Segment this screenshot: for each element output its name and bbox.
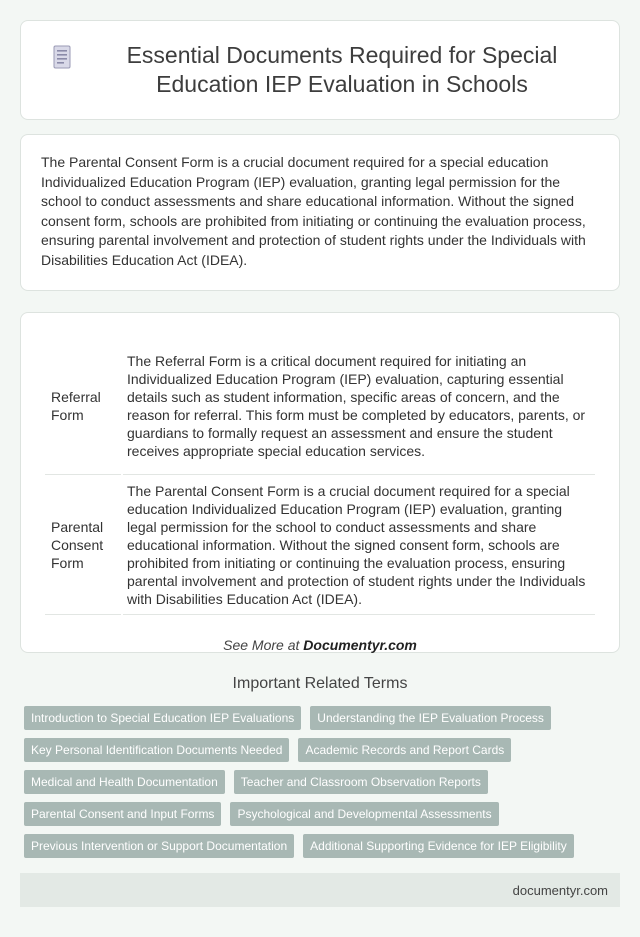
see-more-link[interactable]: Documentyr.com (303, 637, 417, 653)
table-row (45, 475, 595, 615)
table-row (45, 337, 595, 475)
footer-site[interactable]: documentyr.com (512, 883, 608, 898)
summary-text: The Parental Consent Form is a crucial document required for a special education Individualized Education Program (IEP) evaluation, granting legal permission for the school to conduct assessments and share educational information. Without the signed consent form, schools are prohibited from initiating or continuing the evaluation process, ensuring parental involvement and protection of student rights under the Individuals with Disabilities Education Act (IDEA). (41, 154, 586, 268)
related-term-tag[interactable]: Teacher and Classroom Observation Reports (234, 770, 488, 794)
title-card (20, 20, 620, 120)
related-term-tag[interactable]: Psychological and Developmental Assessments (230, 802, 498, 826)
title-row (21, 21, 619, 119)
related-term-tag[interactable]: Understanding the IEP Evaluation Process (310, 706, 551, 730)
footer (20, 873, 620, 907)
page-title: Essential Documents Required for Special Education IEP Evaluation in Schools (126, 42, 558, 97)
documents-table-card (20, 312, 620, 653)
term-cell: Parental Consent Form (45, 475, 121, 615)
related-term-tag[interactable]: Parental Consent and Input Forms (24, 802, 221, 826)
related-term-tag[interactable]: Key Personal Identification Documents Needed (24, 738, 289, 762)
documents-table (43, 337, 597, 615)
related-term-tag[interactable]: Previous Intervention or Support Documentation (24, 834, 294, 858)
definition-cell: The Parental Consent Form is a crucial document required for a special education Individualized Education Program (IEP) evaluation, granting legal permission for the school to conduct assessments and share educational information. Without the signed consent form, schools are prohibited from initiating or continuing the evaluation process, ensuring parental involvement and protection of student rights under the Individuals with Disabilities Education Act (IDEA). (123, 475, 595, 615)
related-terms-list (24, 706, 614, 866)
related-term-tag[interactable]: Academic Records and Report Cards (298, 738, 511, 762)
summary-card (20, 134, 620, 291)
related-term-tag[interactable]: Medical and Health Documentation (24, 770, 225, 794)
definition-cell: The Referral Form is a critical document required for initiating an Individualized Education Program (IEP) evaluation, capturing essential details such as student information, specific areas of concern, and the reason for referral. This form must be completed by educators, parents, or guardians to formally request an assessment and ensure the student receives appropriate special education services. (123, 337, 595, 475)
related-terms-heading: Important Related Terms (232, 675, 408, 692)
term-cell: Referral Form (45, 337, 121, 475)
document-icon (51, 45, 73, 69)
related-term-tag[interactable]: Introduction to Special Education IEP Evaluations (24, 706, 301, 730)
see-more-prefix: See More at (223, 637, 304, 653)
see-more (43, 637, 597, 653)
related-term-tag[interactable]: Additional Supporting Evidence for IEP Eligibility (303, 834, 574, 858)
